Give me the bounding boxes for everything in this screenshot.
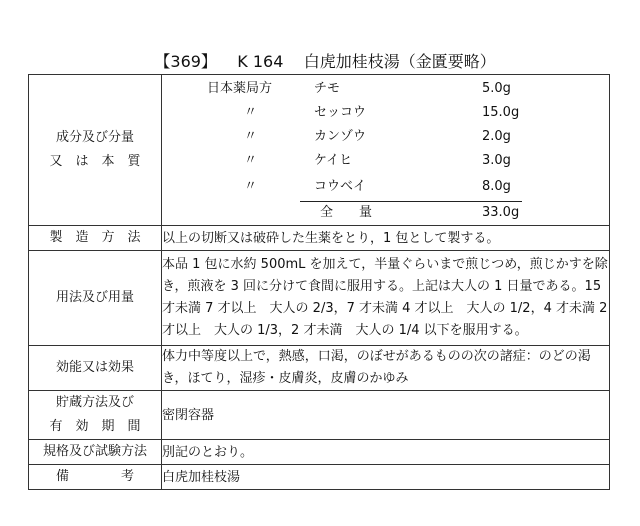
total-label-b: 量: [359, 205, 373, 220]
monograph-table: [28, 74, 610, 490]
spec-row: [29, 440, 610, 465]
ingredient-amount: 15.0g: [482, 105, 520, 120]
document-title: [0, 30, 640, 72]
ingredient-amount: 8.0g: [482, 179, 511, 194]
dosage-label: 用法及び用量: [29, 251, 162, 346]
total-label: [320, 203, 372, 223]
total-label-a: 全: [320, 205, 334, 220]
remarks-row: [29, 465, 610, 490]
storage-label-line1: 貯蔵方法及び: [55, 395, 134, 410]
ingredient-amount: 5.0g: [482, 81, 511, 96]
composition-value-cell: [162, 75, 610, 226]
manufacturing-row: [29, 226, 610, 251]
ingredient-name: カンゾウ: [314, 129, 367, 144]
ingredient-name: コウベイ: [314, 179, 367, 194]
sum-divider: [300, 201, 522, 202]
manufacturing-text: 以上の切断又は破砕した生薬をとり，1 包として製する。: [162, 226, 610, 251]
composition-block: [162, 75, 609, 225]
item-number: 【369】: [154, 52, 217, 71]
ditto-mark: 〃: [244, 105, 258, 120]
composition-label-cell: [29, 75, 162, 226]
composition-label-line1: 成分及び分量: [55, 130, 134, 145]
efficacy-label: 効能又は効果: [29, 346, 162, 391]
ditto-mark: 〃: [244, 153, 258, 168]
dosage-row: [29, 251, 610, 346]
ingredient-name: チモ: [314, 81, 341, 96]
ingredient-amount: 3.0g: [482, 153, 511, 168]
efficacy-text: 体力中等度以上で，熱感，口渇，のぼせがあるものの次の諸症：のどの渇き，ほてり，湿疹・皮膚炎，皮膚のかゆみ: [162, 346, 610, 391]
storage-row: [29, 391, 610, 440]
product-code: K 164: [237, 52, 284, 71]
dosage-text: 本品 1 包に水約 500mL を加えて，半量ぐらいまで煎じつめ，煎じかすを除き，煎液を 3 回に分けて食間に服用する。上記は大人の 1 日量である。15 才未満 7 才以上 大人の 2/3，7 才未満 4 才以上 大人の 1/2，4 才未満 2 才以上 大人の 1/3，2 才未満 大人の 1/4 以下を服用する。: [162, 251, 610, 346]
manufacturing-label: 製 造 方 法: [29, 226, 162, 251]
spec-label: 規格及び試験方法: [29, 440, 162, 465]
spec-text: 別記のとおり。: [162, 440, 610, 465]
remarks-label: 備 考: [29, 465, 162, 490]
ingredient-amount: 2.0g: [482, 129, 511, 144]
storage-text: 密閉容器: [162, 391, 610, 440]
storage-label-cell: [29, 391, 162, 440]
remarks-text: 白虎加桂枝湯: [162, 465, 610, 490]
product-name: 白虎加桂枝湯（金匱要略）: [303, 52, 496, 71]
total-amount: 33.0g: [482, 205, 520, 220]
ingredient-name: セッコウ: [314, 105, 367, 120]
storage-label-line2: 有 効 期 間: [49, 419, 141, 434]
ditto-mark: 〃: [244, 129, 258, 144]
efficacy-row: [29, 346, 610, 391]
ditto-mark: 〃: [244, 179, 258, 194]
ingredient-name: ケイヒ: [314, 153, 353, 168]
ingredient-source: 日本薬局方: [207, 81, 273, 96]
composition-label-line2: 又 は 本 質: [49, 154, 141, 169]
composition-row: [29, 75, 610, 226]
